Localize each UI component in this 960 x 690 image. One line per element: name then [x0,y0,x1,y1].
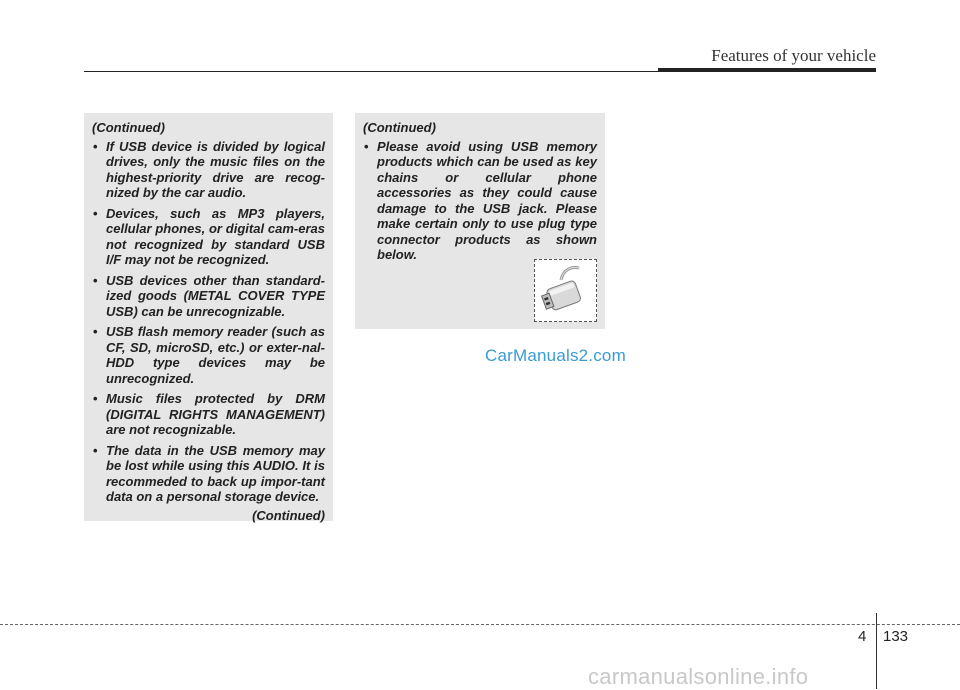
header-title: Features of your vehicle [711,46,876,65]
list-item: • If USB device is divided by logical drives, only the music files on the highest-priority drive are recog-nized by the car audio. [92,139,325,201]
usb-drive-icon [535,260,596,321]
list-item: • The data in the USB memory may be lost while using this AUDIO. It is recommeded to back up impor-tant data on a personal storage device. [92,443,325,505]
continued-label-top: (Continued) [92,120,165,135]
left-caution-box [84,113,333,521]
list-item: • USB devices other than standard-ized goods (METAL COVER TYPE USB) can be unrecognizable. [92,273,325,320]
chapter-number: 4 [858,628,867,645]
list-item: • Devices, such as MP3 players, cellular phones, or digital cam-eras not recognized by standard USB I/F may not be recognized. [92,206,325,268]
right-bullet-list [363,139,597,263]
right-caution-box [355,113,605,329]
list-item: • Please avoid using USB memory products which can be used as key chains or cellular phone accessories as they could cause damage to the USB jack. Please make certain only to use plug type connector products as shown below. [363,139,597,263]
continued-label-top: (Continued) [363,120,436,135]
page-number-divider [876,613,877,689]
usb-plug-illustration [534,259,597,322]
watermark-text: CarManuals2.com [485,346,626,365]
continued-label-bottom: (Continued) [252,507,325,523]
left-bullet-list [92,139,325,505]
page-number: 133 [883,628,909,645]
list-item: • USB flash memory reader (such as CF, SD, microSD, etc.) or exter-nal-HDD type devices may be unrecognized. [92,324,325,386]
footer-site-watermark: carmanualsonline.info [588,664,809,689]
header-rule [84,71,660,72]
footer-divider [0,624,960,625]
list-item: • Music files protected by DRM (DIGITAL RIGHTS MANAGEMENT) are not recognizable. [92,391,325,438]
header-rule-accent [658,68,876,72]
